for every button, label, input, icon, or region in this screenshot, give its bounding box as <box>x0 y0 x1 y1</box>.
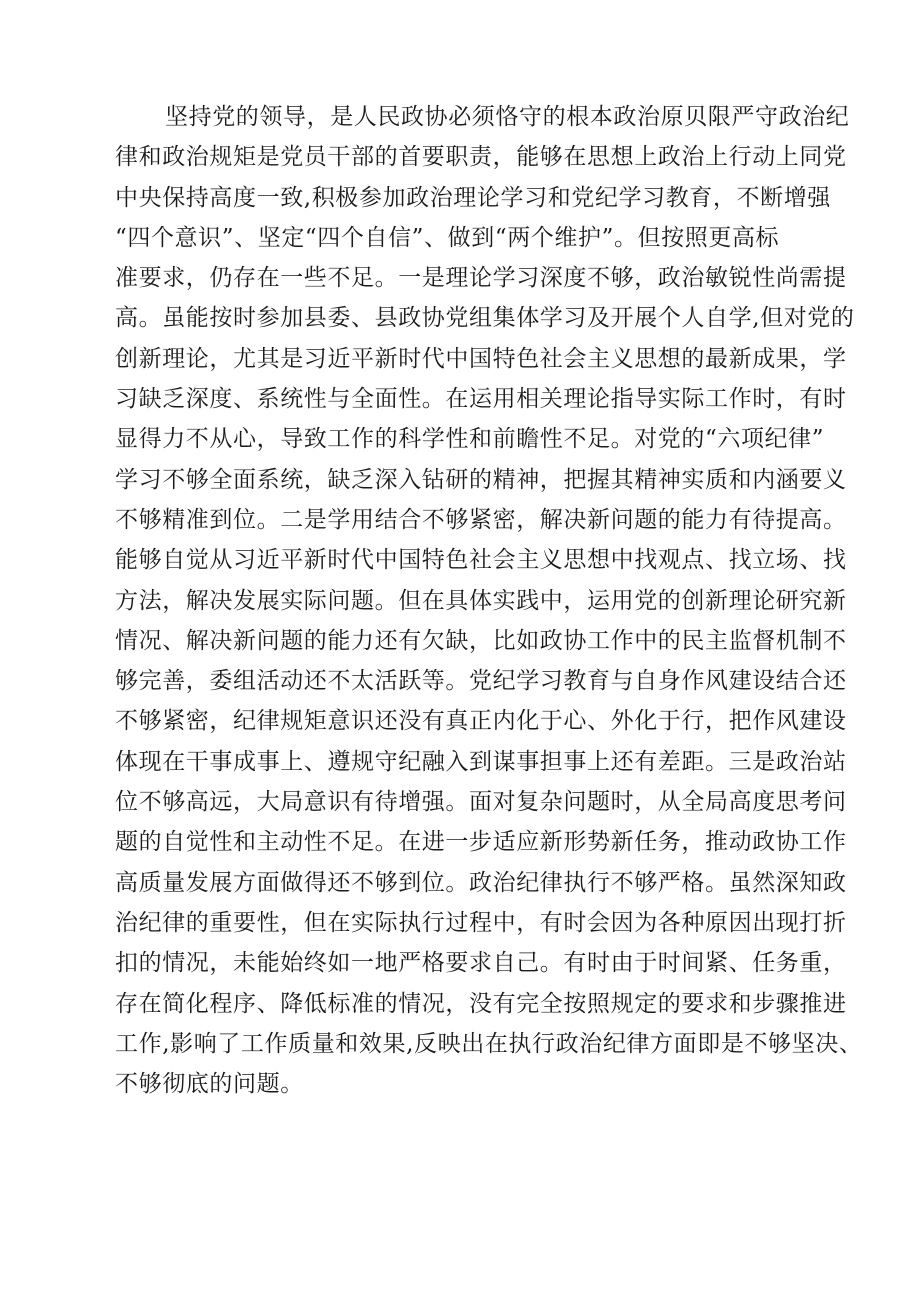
paragraph-line: 准要求，仍存在一些不足。一是理论学习深度不够，政治敏锐性尚需提 <box>115 265 847 292</box>
paragraph-line: 情况、解决新问题的能力还有欠缺，比如政协工作中的民主监督机制不 <box>115 627 847 654</box>
paragraph-line: 位不够高远，大局意识有待增强。面对复杂问题时，从全局高度思考问 <box>115 789 847 816</box>
paragraph-line: 不够彻底的问题。 <box>115 1071 304 1098</box>
paragraph-line: 习缺乏深度、系统性与全面性。在运用相关理论指导实际工作时，有时 <box>115 386 847 413</box>
paragraph-line: 显得力不从心，导致工作的科学性和前瞻性不足。对党的“六项纪律” <box>115 426 825 453</box>
paragraph-line: 存在简化程序、降低标准的情况，没有完全按照规定的要求和步骤推进 <box>115 990 847 1017</box>
paragraph-line: 题的自觉性和主动性不足。在进一步适应新形势新任务，推动政协工作 <box>115 829 847 856</box>
paragraph-line: 律和政治规矩是党员干部的首要职责，能够在思想上政治上行动上同党 <box>115 144 847 171</box>
paragraph-line: 不够精准到位。二是学用结合不够紧密，解决新问题的能力有待提高。 <box>115 506 847 533</box>
paragraph-line: 方法，解决发展实际问题。但在具体实践中，运用党的创新理论研究新 <box>115 587 847 614</box>
paragraph-line: 不够紧密，纪律规矩意识还没有真正内化于心、外化于行，把作风建设 <box>115 708 847 735</box>
paragraph-line: 够完善，委组活动还不太活跃等。党纪学习教育与自身作风建设结合还 <box>115 668 847 695</box>
paragraph-line: 中央保持高度一致,积极参加政治理论学习和党纪学习教育，不断增强 <box>115 184 831 211</box>
paragraph-line: 工作,影响了工作质量和效果,反映出在执行政治纪律方面即是不够坚决、 <box>115 1030 863 1057</box>
paragraph-line: 治纪律的重要性，但在实际执行过程中，有时会因为各种原因出现打折 <box>115 909 847 936</box>
paragraph-line: 扣的情况，未能始终如一地严格要求自己。有时由于时间紧、任务重， <box>115 950 847 977</box>
paragraph-line: “四个意识”、坚定“四个自信”、做到“两个维护”。但按照更高标 <box>115 224 780 251</box>
paragraph-line: 体现在干事成事上、遵规守纪融入到谋事担事上还有差距。三是政治站 <box>115 748 847 775</box>
paragraph-line: 坚持党的领导，是人民政协必须恪守的根本政治原贝限严守政治纪 <box>165 104 850 130</box>
paragraph-line: 学习不够全面系统，缺乏深入钻研的精神，把握其精神实质和内涵要义 <box>115 466 847 493</box>
body-paragraph <box>115 97 863 1104</box>
paragraph-line: 创新理论，尤其是习近平新时代中国特色社会主义思想的最新成果，学 <box>115 345 847 372</box>
paragraph-line: 高质量发展方面做得还不够到位。政治纪律执行不够严格。虽然深知政 <box>115 869 847 896</box>
paragraph-line: 高。虽能按时参加县委、县政协党组集体学习及开展个人自学,但对党的 <box>115 305 855 332</box>
paragraph-line: 能够自觉从习近平新时代中国特色社会主义思想中找观点、找立场、找 <box>115 547 847 574</box>
